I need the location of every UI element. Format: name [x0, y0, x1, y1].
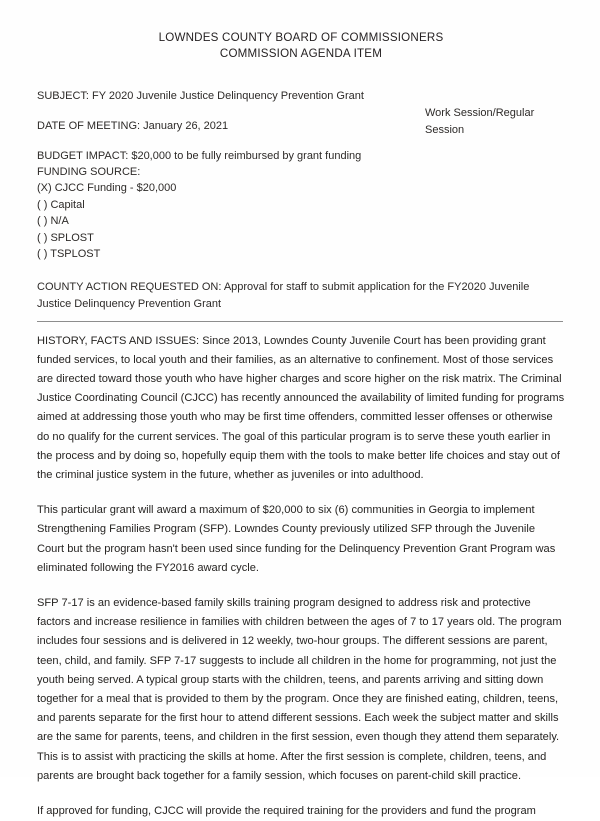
paragraph-history-facts-issues: HISTORY, FACTS AND ISSUES: Since 2013, Lowndes County Juvenile Court has been providing grant funded services, to local youth and their families, as an alternative to confinement. Most of those services are directed toward those youth who have higher charges and score higher on the risk matrix. The Criminal Justice Coordinating Council (CJCC) has recently announced the availability of limited funding for programs aimed at addressing those youth who may be first time offenders, committed lesser offenses or otherwise do no qualify for the current services. The goal of this particular program is to serve these youth earlier in the process and by doing so, hopefully equip them with the tools to make better life choices and stay out of the criminal justice system in the future, whether as juveniles or into adulthood.: [37, 332, 565, 486]
session-type-line-2: Session: [425, 122, 585, 139]
header-line-agenda-item: COMMISSION AGENDA ITEM: [37, 46, 565, 62]
document-header: [37, 30, 565, 62]
funding-option-cjcc[interactable]: (X) CJCC Funding - $20,000: [37, 180, 565, 197]
date-of-meeting-field: DATE OF MEETING: January 26, 2021: [37, 118, 565, 134]
funding-option-na[interactable]: ( ) N/A: [37, 213, 565, 230]
paragraph-sfp-description: SFP 7-17 is an evidence-based family skills training program designed to address risk and protective factors and increase resilience in families with children between the ages of 7 to 17 years old. The program includes four sessions and is delivered in 12 weekly, two-hour groups. The different sessions are parent, teen, child, and family. SFP 7-17 suggests to include all children in the home for programming, not just the youth being served. A typical group starts with the children, teens, and parents arriving and sitting down together for a meal that is provided to them by the program. Once they are finished eating, children, teens, and parents separate for the first hour to attend different sessions. Each week the subject matter and skills are the same for parents, teens, and children in the first session, even though they attend them separately. This is to assist with practicing the skills at home. After the first session is complete, children, teens, and parents are brought back together for a family session, which focuses on parent-child skill practice.: [37, 594, 565, 786]
session-type-label: [425, 105, 585, 138]
funding-option-capital[interactable]: ( ) Capital: [37, 197, 565, 214]
funding-option-splost[interactable]: ( ) SPLOST: [37, 230, 565, 247]
header-line-board-name: LOWNDES COUNTY BOARD OF COMMISSIONERS: [37, 30, 565, 46]
paragraph-grant-award: This particular grant will award a maximum of $20,000 to six (6) communities in Georgia to implement Strengthening Families Program (SFP). Lowndes County previously utilized SFP through the Juvenile Court but the program hasn't been used since funding for the Delinquency Prevention Grant Program was eliminated following the FY2016 award cycle.: [37, 501, 565, 578]
section-divider: [37, 321, 563, 322]
subject-row: [37, 88, 565, 104]
session-type-line-1: Work Session/Regular: [425, 105, 585, 122]
funding-source-label: FUNDING SOURCE:: [37, 164, 565, 180]
county-action-block: [37, 279, 565, 322]
paragraph-if-approved: If approved for funding, CJCC will provide the required training for the providers and fund the program: [37, 802, 565, 821]
funding-option-tsplost[interactable]: ( ) TSPLOST: [37, 246, 565, 263]
subject-field: SUBJECT: FY 2020 Juvenile Justice Delinquency Prevention Grant: [37, 88, 565, 104]
county-action-text: COUNTY ACTION REQUESTED ON: Approval for staff to submit application for the FY2020 Juvenile Justice Delinquency Prevention Grant: [37, 279, 565, 313]
funding-source-options: [37, 180, 565, 263]
body-copy: [37, 332, 565, 821]
budget-impact-field: BUDGET IMPACT: $20,000 to be fully reimbursed by grant funding: [37, 148, 565, 164]
document-content: [37, 30, 565, 821]
